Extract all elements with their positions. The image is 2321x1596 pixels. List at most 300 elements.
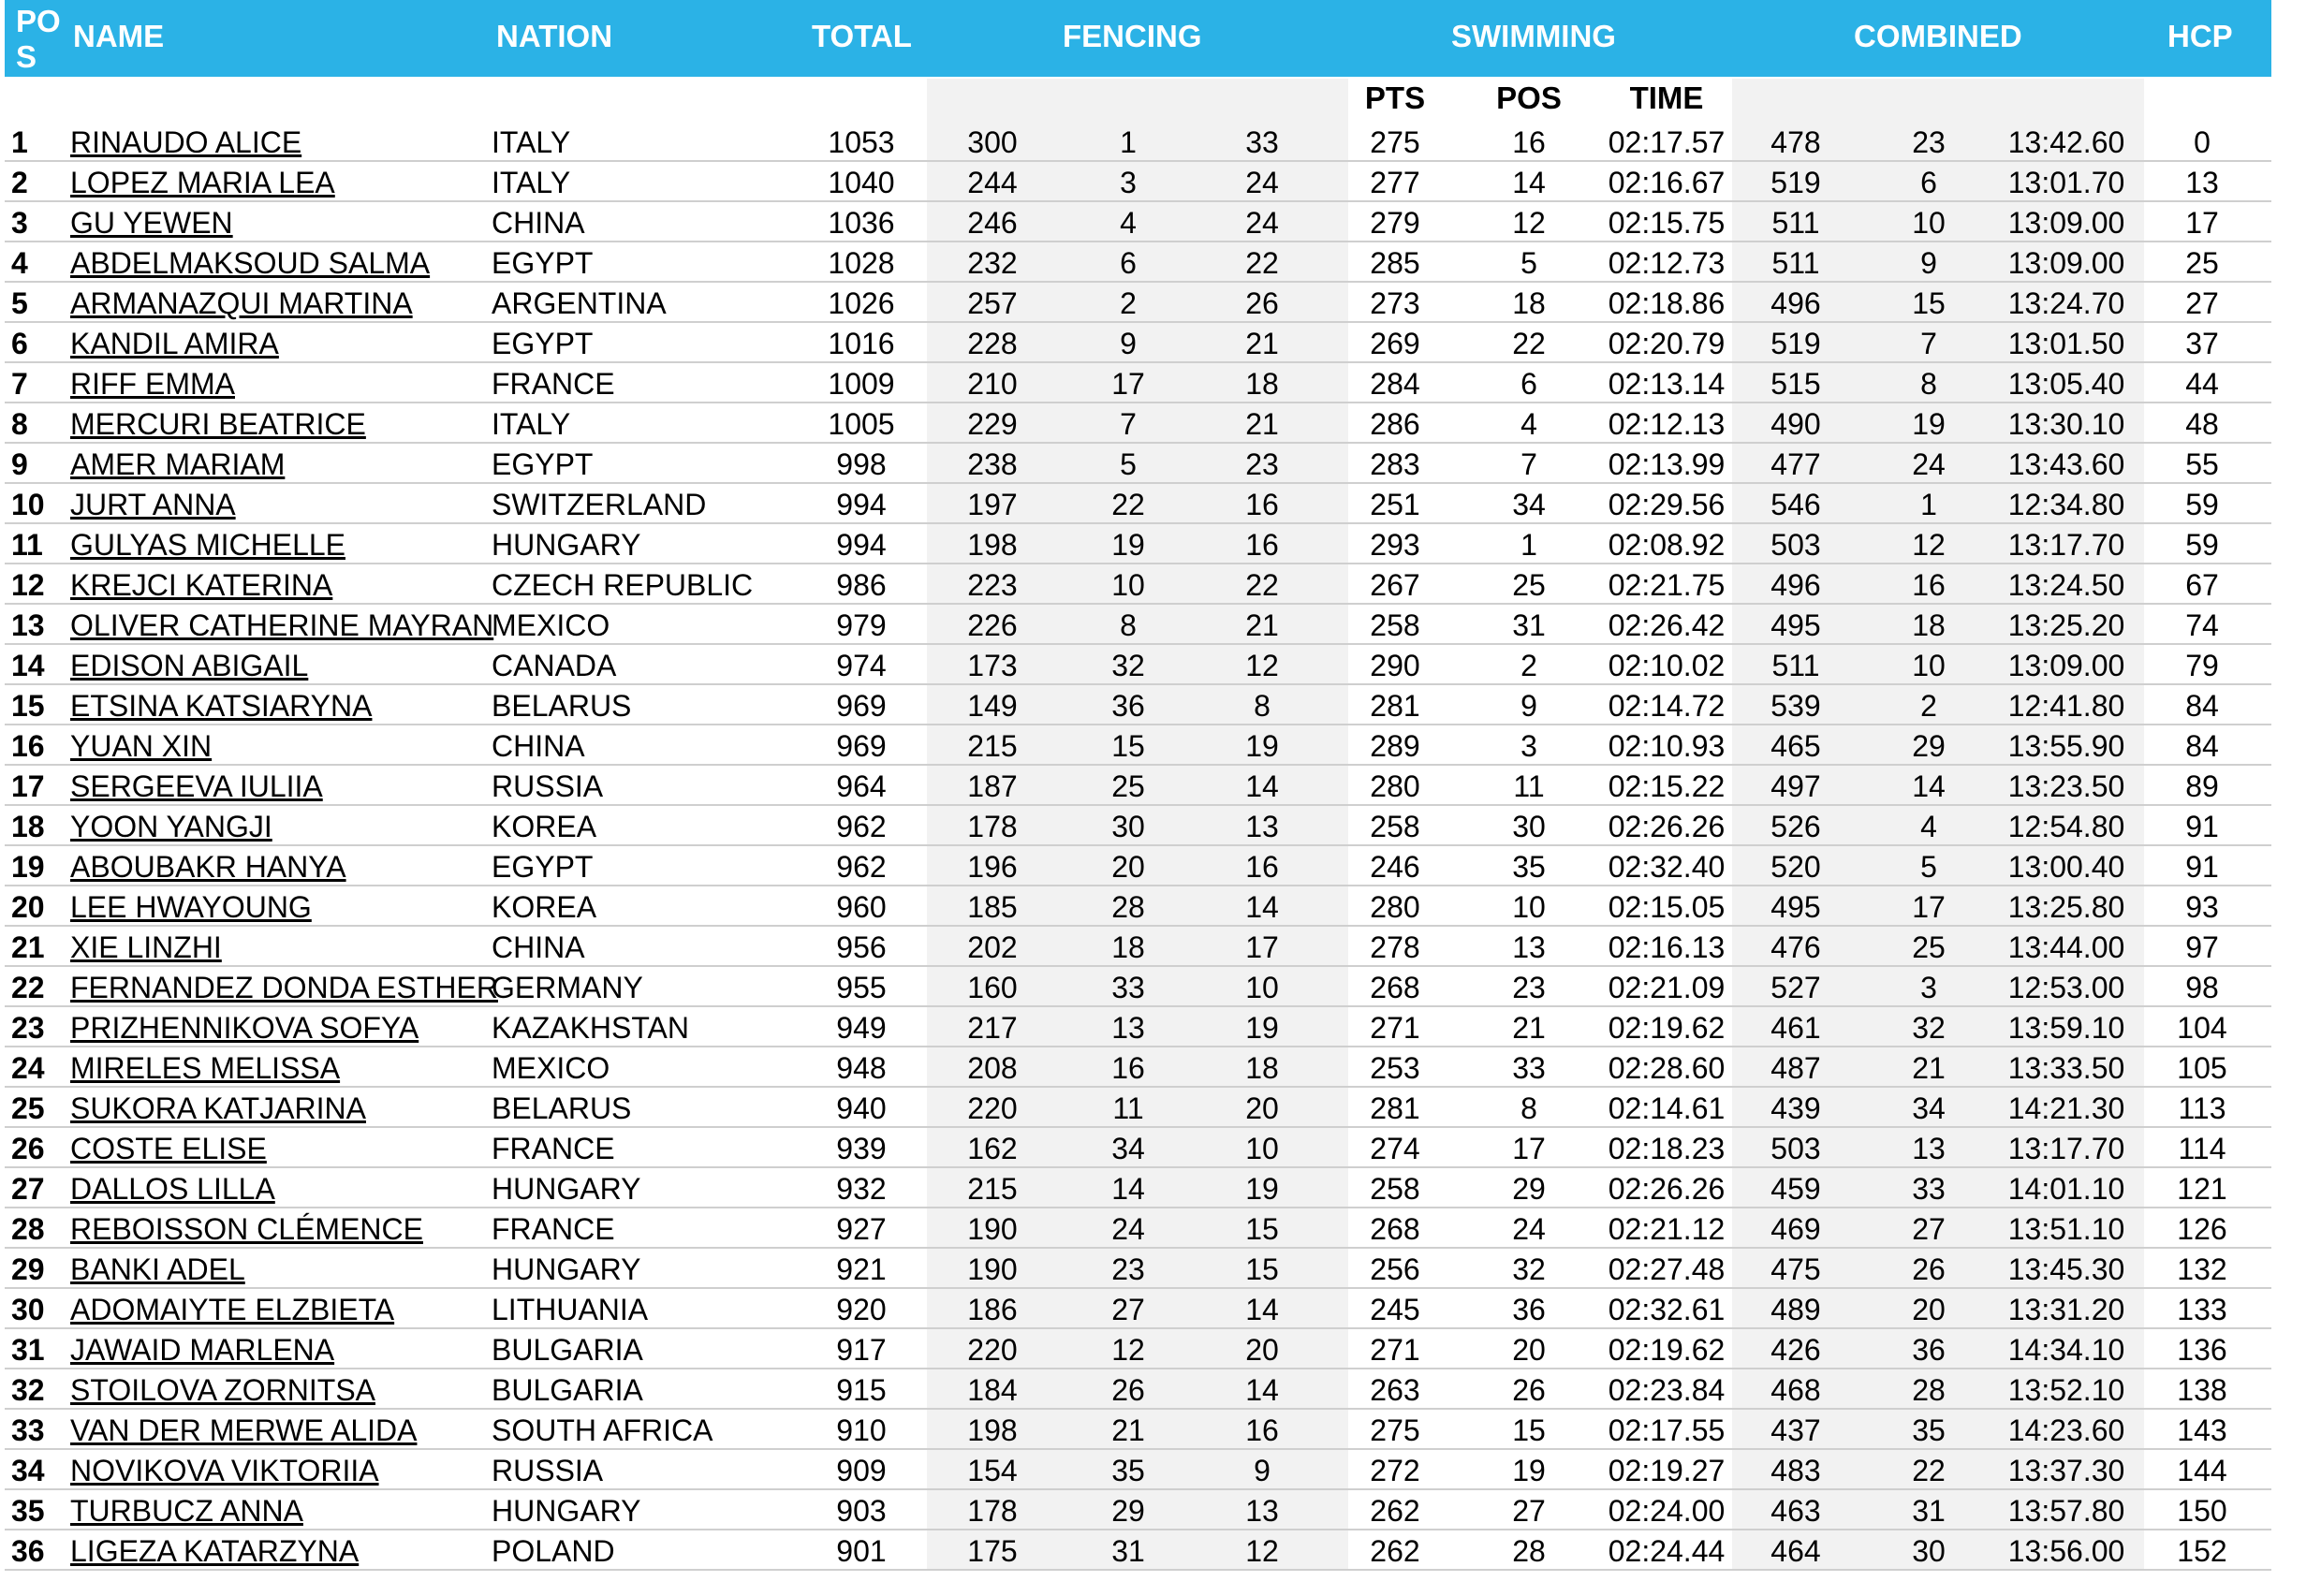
cell-c-pos: 24 xyxy=(1912,447,1946,481)
cell-c-pos: 10 xyxy=(1912,206,1946,240)
cell-name[interactable]: ARMANAZQUI MARTINA xyxy=(70,286,413,320)
cell-c-time: 13:52.10 xyxy=(2007,1373,2125,1407)
cell-c-pts: 511 xyxy=(1771,246,1820,280)
cell-f-wins: 13 xyxy=(1245,1494,1279,1528)
cell-name[interactable]: AMER MARIAM xyxy=(70,447,286,481)
cell-f-wins: 15 xyxy=(1245,1252,1279,1286)
cell-pos: 19 xyxy=(11,850,45,884)
cell-c-time: 14:01.10 xyxy=(2007,1172,2125,1206)
header-pos xyxy=(16,4,61,75)
cell-s-time: 02:16.13 xyxy=(1608,930,1726,964)
cell-hcp: 13 xyxy=(2185,166,2219,199)
cell-f-wins: 13 xyxy=(1245,810,1279,843)
cell-c-pts: 439 xyxy=(1770,1091,1821,1125)
cell-c-time: 12:53.00 xyxy=(2007,971,2125,1004)
cell-f-pos: 10 xyxy=(1111,568,1145,602)
cell-c-pts: 503 xyxy=(1770,1132,1821,1165)
cell-f-pos: 3 xyxy=(1120,166,1137,199)
cell-c-pos: 14 xyxy=(1912,769,1946,803)
cell-s-pos: 24 xyxy=(1512,1212,1546,1246)
cell-hcp: 150 xyxy=(2177,1494,2227,1528)
cell-pos: 11 xyxy=(11,528,43,562)
cell-f-pos: 15 xyxy=(1111,729,1145,763)
header-combined: COMBINED xyxy=(1854,19,2022,53)
cell-c-pos: 36 xyxy=(1912,1333,1946,1367)
cell-name[interactable]: YUAN XIN xyxy=(70,729,213,763)
cell-total: 903 xyxy=(836,1494,887,1528)
cell-hcp: 79 xyxy=(2185,649,2219,682)
cell-name[interactable]: VAN DER MERWE ALIDA xyxy=(70,1413,418,1447)
cell-s-pos: 10 xyxy=(1512,890,1546,924)
cell-pos: 34 xyxy=(11,1454,45,1487)
cell-c-pos: 5 xyxy=(1920,850,1937,884)
cell-total: 917 xyxy=(836,1333,887,1367)
cell-f-pos: 36 xyxy=(1111,689,1145,723)
cell-s-time: 02:18.86 xyxy=(1608,286,1726,320)
cell-name[interactable]: LOPEZ MARIA LEA xyxy=(70,166,335,199)
cell-name[interactable]: ADOMAIYTE ELZBIETA xyxy=(70,1293,395,1326)
cell-f-pts: 198 xyxy=(967,1413,1018,1447)
cell-f-pts: 187 xyxy=(967,769,1018,803)
cell-f-pts: 178 xyxy=(967,810,1018,843)
cell-s-pts: 245 xyxy=(1370,1293,1420,1326)
cell-s-time: 02:18.23 xyxy=(1608,1132,1726,1165)
cell-c-pts: 511 xyxy=(1771,206,1820,240)
table-row xyxy=(5,927,2271,967)
cell-nation: BULGARIA xyxy=(492,1373,643,1407)
cell-s-pts: 262 xyxy=(1370,1534,1420,1568)
cell-f-pts: 300 xyxy=(967,125,1018,159)
cell-f-pts: 202 xyxy=(967,930,1018,964)
cell-hcp: 89 xyxy=(2185,769,2219,803)
table-row xyxy=(5,1410,2271,1450)
cell-c-pos: 23 xyxy=(1912,125,1946,159)
cell-name[interactable]: EDISON ABIGAIL xyxy=(70,649,309,682)
cell-f-pts: 223 xyxy=(967,568,1018,602)
cell-f-pos: 2 xyxy=(1120,286,1137,320)
cell-c-time: 13:09.00 xyxy=(2007,649,2125,682)
cell-total: 986 xyxy=(836,568,887,602)
cell-name[interactable]: LIGEZA KATARZYNA xyxy=(70,1534,360,1568)
cell-s-time: 02:21.12 xyxy=(1608,1212,1726,1246)
cell-f-wins: 26 xyxy=(1245,286,1279,320)
cell-hcp: 136 xyxy=(2177,1333,2227,1367)
cell-f-pts: 228 xyxy=(967,327,1018,360)
cell-s-pts: 283 xyxy=(1370,447,1420,481)
cell-c-pos: 15 xyxy=(1912,286,1946,320)
cell-name[interactable]: GU YEWEN xyxy=(70,206,233,240)
table-row xyxy=(5,886,2271,927)
cell-nation: MEXICO xyxy=(492,1051,610,1085)
cell-s-pts: 293 xyxy=(1370,528,1420,562)
cell-total: 932 xyxy=(836,1172,887,1206)
cell-c-time: 13:09.00 xyxy=(2007,246,2125,280)
cell-f-pts: 190 xyxy=(967,1252,1018,1286)
cell-pos: 25 xyxy=(11,1091,45,1125)
cell-f-pts: 160 xyxy=(967,971,1018,1004)
cell-s-time: 02:15.22 xyxy=(1608,769,1726,803)
cell-nation: MEXICO xyxy=(492,608,610,642)
cell-name[interactable]: JAWAID MARLENA xyxy=(70,1333,335,1367)
cell-s-pos: 26 xyxy=(1512,1373,1546,1407)
row-separator xyxy=(5,1569,2271,1571)
cell-c-pts: 519 xyxy=(1770,166,1821,199)
cell-nation: ITALY xyxy=(492,407,571,441)
cell-nation: EGYPT xyxy=(492,850,594,884)
cell-nation: KOREA xyxy=(492,890,597,924)
cell-pos: 33 xyxy=(11,1413,45,1447)
cell-name[interactable]: PRIZHENNIKOVA SOFYA xyxy=(70,1011,419,1045)
subheader-swimming-pts: PTS xyxy=(1364,81,1426,115)
cell-s-time: 02:28.60 xyxy=(1608,1051,1726,1085)
cell-s-pts: 256 xyxy=(1370,1252,1420,1286)
cell-s-time: 02:14.61 xyxy=(1608,1091,1726,1125)
cell-pos: 27 xyxy=(11,1172,45,1206)
cell-hcp: 74 xyxy=(2185,608,2219,642)
table-row xyxy=(5,1047,2271,1088)
cell-c-time: 14:21.30 xyxy=(2007,1091,2125,1125)
cell-f-pos: 22 xyxy=(1111,488,1145,521)
cell-f-wins: 10 xyxy=(1245,1132,1279,1165)
cell-c-pts: 515 xyxy=(1770,367,1821,401)
cell-f-pts: 220 xyxy=(967,1333,1018,1367)
cell-c-pts: 465 xyxy=(1770,729,1821,763)
cell-f-pos: 29 xyxy=(1111,1494,1145,1528)
cell-total: 956 xyxy=(836,930,887,964)
table-row xyxy=(5,484,2271,524)
cell-c-pos: 35 xyxy=(1912,1413,1946,1447)
cell-hcp: 25 xyxy=(2185,246,2219,280)
cell-s-pos: 3 xyxy=(1520,729,1537,763)
cell-c-time: 13:01.50 xyxy=(2007,327,2125,360)
cell-total: 927 xyxy=(836,1212,887,1246)
cell-nation: EGYPT xyxy=(492,327,594,360)
cell-nation: ITALY xyxy=(492,125,571,159)
cell-c-pts: 527 xyxy=(1770,971,1821,1004)
cell-pos: 15 xyxy=(11,689,45,723)
cell-name[interactable]: NOVIKOVA VIKTORIIA xyxy=(70,1454,379,1487)
cell-f-pts: 229 xyxy=(967,407,1018,441)
cell-s-time: 02:13.99 xyxy=(1608,447,1726,481)
cell-f-pos: 26 xyxy=(1111,1373,1145,1407)
cell-total: 910 xyxy=(836,1413,887,1447)
cell-c-time: 13:00.40 xyxy=(2007,850,2125,884)
table-header-bar xyxy=(5,0,2271,77)
cell-name[interactable]: OLIVER CATHERINE MAYRAN xyxy=(70,608,494,642)
cell-c-pts: 526 xyxy=(1770,810,1821,843)
cell-s-pos: 22 xyxy=(1512,327,1546,360)
cell-nation: CZECH REPUBLIC xyxy=(492,568,754,602)
cell-f-pts: 217 xyxy=(967,1011,1018,1045)
cell-f-wins: 19 xyxy=(1245,1172,1279,1206)
cell-nation: FRANCE xyxy=(492,1132,615,1165)
cell-f-pts: 238 xyxy=(967,447,1018,481)
table-row xyxy=(5,564,2271,605)
table-row xyxy=(5,1088,2271,1128)
cell-s-pos: 7 xyxy=(1520,447,1537,481)
cell-c-time: 13:17.70 xyxy=(2007,528,2125,562)
cell-s-time: 02:19.62 xyxy=(1608,1011,1726,1045)
cell-s-pos: 11 xyxy=(1513,769,1545,803)
cell-f-wins: 18 xyxy=(1245,367,1279,401)
cell-s-pos: 4 xyxy=(1520,407,1537,441)
cell-pos: 8 xyxy=(11,407,28,441)
cell-name[interactable]: STOILOVA ZORNITSA xyxy=(70,1373,375,1407)
cell-s-pts: 280 xyxy=(1370,890,1420,924)
cell-nation: RUSSIA xyxy=(492,769,604,803)
cell-s-pts: 268 xyxy=(1370,971,1420,1004)
table-row xyxy=(5,605,2271,645)
cell-f-pos: 11 xyxy=(1112,1091,1144,1125)
cell-c-time: 13:33.50 xyxy=(2007,1051,2125,1085)
cell-nation: LITHUANIA xyxy=(492,1293,649,1326)
cell-c-pts: 426 xyxy=(1770,1333,1821,1367)
cell-s-pts: 290 xyxy=(1370,649,1420,682)
cell-c-pos: 33 xyxy=(1912,1172,1946,1206)
cell-s-time: 02:26.26 xyxy=(1608,1172,1726,1206)
cell-f-wins: 20 xyxy=(1245,1333,1279,1367)
table-row xyxy=(5,766,2271,806)
cell-name[interactable]: JURT ANNA xyxy=(70,488,236,521)
cell-name[interactable]: SUKORA KATJARINA xyxy=(70,1091,366,1125)
cell-name[interactable]: XIE LINZHI xyxy=(70,930,222,964)
cell-s-pts: 251 xyxy=(1370,488,1420,521)
cell-s-pos: 36 xyxy=(1512,1293,1546,1326)
cell-f-pts: 175 xyxy=(967,1534,1018,1568)
cell-nation: RUSSIA xyxy=(492,1454,604,1487)
cell-f-wins: 9 xyxy=(1254,1454,1271,1487)
cell-name[interactable]: ABOUBAKR HANYA xyxy=(70,850,346,884)
cell-c-pos: 29 xyxy=(1912,729,1946,763)
cell-c-time: 12:41.80 xyxy=(2007,689,2125,723)
cell-s-pts: 281 xyxy=(1370,689,1420,723)
cell-c-pos: 34 xyxy=(1912,1091,1946,1125)
cell-s-time: 02:15.05 xyxy=(1608,890,1726,924)
cell-pos: 23 xyxy=(11,1011,45,1045)
table-row xyxy=(5,1208,2271,1249)
cell-hcp: 59 xyxy=(2185,528,2219,562)
cell-c-pts: 511 xyxy=(1771,649,1820,682)
cell-hcp: 104 xyxy=(2177,1011,2227,1045)
cell-nation: KOREA xyxy=(492,810,597,843)
cell-name[interactable]: GULYAS MICHELLE xyxy=(70,528,346,562)
cell-pos: 6 xyxy=(11,327,28,360)
cell-f-pos: 34 xyxy=(1111,1132,1145,1165)
cell-name[interactable]: TURBUCZ ANNA xyxy=(70,1494,303,1528)
cell-hcp: 138 xyxy=(2177,1373,2227,1407)
cell-c-time: 13:45.30 xyxy=(2007,1252,2125,1286)
cell-total: 1040 xyxy=(828,166,895,199)
cell-name[interactable]: COSTE ELISE xyxy=(70,1132,267,1165)
cell-total: 921 xyxy=(836,1252,887,1286)
cell-s-time: 02:32.61 xyxy=(1608,1293,1726,1326)
cell-s-pts: 273 xyxy=(1370,286,1420,320)
cell-c-pos: 13 xyxy=(1912,1132,1946,1165)
cell-c-pos: 1 xyxy=(1920,488,1937,521)
cell-hcp: 144 xyxy=(2177,1454,2227,1487)
cell-name[interactable]: BANKI ADEL xyxy=(70,1252,245,1286)
table-row xyxy=(5,363,2271,403)
cell-s-pos: 31 xyxy=(1512,608,1546,642)
cell-c-pos: 25 xyxy=(1912,930,1946,964)
header-total: TOTAL xyxy=(812,19,912,53)
cell-c-pts: 495 xyxy=(1770,890,1821,924)
cell-total: 909 xyxy=(836,1454,887,1487)
cell-c-time: 13:23.50 xyxy=(2007,769,2125,803)
cell-f-wins: 16 xyxy=(1245,850,1279,884)
cell-name[interactable]: ABDELMAKSOUD SALMA xyxy=(70,246,431,280)
cell-pos: 30 xyxy=(11,1293,45,1326)
cell-c-pts: 497 xyxy=(1770,769,1821,803)
cell-s-pos: 32 xyxy=(1512,1252,1546,1286)
cell-c-pos: 27 xyxy=(1912,1212,1946,1246)
table-row xyxy=(5,323,2271,363)
cell-f-pos: 19 xyxy=(1111,528,1145,562)
cell-hcp: 93 xyxy=(2185,890,2219,924)
cell-name[interactable]: RIFF EMMA xyxy=(70,367,235,401)
cell-c-pts: 476 xyxy=(1770,930,1821,964)
cell-hcp: 98 xyxy=(2185,971,2219,1004)
cell-name[interactable]: DALLOS LILLA xyxy=(70,1172,275,1206)
cell-name[interactable]: FERNANDEZ DONDA ESTHER xyxy=(70,971,498,1004)
cell-s-pts: 262 xyxy=(1370,1494,1420,1528)
cell-c-pts: 539 xyxy=(1770,689,1821,723)
cell-pos: 10 xyxy=(11,488,45,521)
table-row xyxy=(5,1249,2271,1289)
cell-name[interactable]: RINAUDO ALICE xyxy=(70,125,302,159)
cell-s-pts: 253 xyxy=(1370,1051,1420,1085)
cell-name[interactable]: MIRELES MELISSA xyxy=(70,1051,341,1085)
cell-f-pos: 23 xyxy=(1111,1252,1145,1286)
cell-c-pts: 520 xyxy=(1770,850,1821,884)
cell-c-pos: 28 xyxy=(1912,1373,1946,1407)
cell-f-pts: 190 xyxy=(967,1212,1018,1246)
cell-f-pts: 215 xyxy=(967,1172,1018,1206)
cell-name[interactable]: YOON YANGJI xyxy=(70,810,272,843)
cell-name[interactable]: KREJCI KATERINA xyxy=(70,568,333,602)
cell-f-wins: 21 xyxy=(1245,407,1279,441)
cell-hcp: 105 xyxy=(2177,1051,2227,1085)
cell-s-time: 02:08.92 xyxy=(1608,528,1726,562)
cell-c-time: 13:24.50 xyxy=(2007,568,2125,602)
cell-s-pts: 258 xyxy=(1370,810,1420,843)
table-row xyxy=(5,1490,2271,1530)
cell-f-wins: 21 xyxy=(1245,608,1279,642)
cell-pos: 18 xyxy=(11,810,45,843)
table-row xyxy=(5,1450,2271,1490)
cell-s-pts: 263 xyxy=(1370,1373,1420,1407)
cell-f-pos: 21 xyxy=(1111,1413,1145,1447)
cell-s-pts: 271 xyxy=(1370,1011,1420,1045)
cell-hcp: 27 xyxy=(2185,286,2219,320)
cell-hcp: 143 xyxy=(2177,1413,2227,1447)
cell-total: 1026 xyxy=(828,286,895,320)
cell-nation: HUNGARY xyxy=(492,1494,641,1528)
cell-c-pos: 22 xyxy=(1912,1454,1946,1487)
cell-c-pos: 9 xyxy=(1920,246,1937,280)
table-row xyxy=(5,806,2271,846)
cell-f-wins: 24 xyxy=(1245,166,1279,199)
cell-s-time: 02:19.27 xyxy=(1608,1454,1726,1487)
cell-s-pos: 27 xyxy=(1512,1494,1546,1528)
cell-f-pts: 208 xyxy=(967,1051,1018,1085)
cell-s-pos: 17 xyxy=(1512,1132,1546,1165)
cell-f-pts: 196 xyxy=(967,850,1018,884)
cell-c-pts: 503 xyxy=(1770,528,1821,562)
cell-nation: BELARUS xyxy=(492,689,632,723)
cell-c-pts: 546 xyxy=(1770,488,1821,521)
cell-name[interactable]: SERGEEVA IULIIA xyxy=(70,769,323,803)
cell-s-pts: 280 xyxy=(1370,769,1420,803)
cell-name[interactable]: ETSINA KATSIARYNA xyxy=(70,689,373,723)
table-row xyxy=(5,1168,2271,1208)
cell-f-pos: 32 xyxy=(1111,649,1145,682)
cell-f-pos: 20 xyxy=(1111,850,1145,884)
cell-pos: 20 xyxy=(11,890,45,924)
table-row xyxy=(5,283,2271,323)
cell-s-time: 02:14.72 xyxy=(1608,689,1726,723)
cell-pos: 2 xyxy=(11,166,28,199)
cell-pos: 3 xyxy=(11,206,28,240)
cell-name[interactable]: MERCURI BEATRICE xyxy=(70,407,366,441)
header-pos-line1: PO xyxy=(16,4,61,38)
cell-s-pts: 274 xyxy=(1370,1132,1420,1165)
cell-hcp: 67 xyxy=(2185,568,2219,602)
cell-total: 994 xyxy=(836,528,887,562)
cell-c-time: 13:55.90 xyxy=(2007,729,2125,763)
cell-hcp: 0 xyxy=(2194,125,2211,159)
cell-f-wins: 12 xyxy=(1245,1534,1279,1568)
cell-s-time: 02:26.26 xyxy=(1608,810,1726,843)
cell-pos: 5 xyxy=(11,286,28,320)
cell-f-wins: 12 xyxy=(1245,649,1279,682)
cell-hcp: 97 xyxy=(2185,930,2219,964)
cell-f-wins: 22 xyxy=(1245,568,1279,602)
cell-c-pos: 6 xyxy=(1920,166,1937,199)
cell-s-time: 02:26.42 xyxy=(1608,608,1726,642)
cell-name[interactable]: KANDIL AMIRA xyxy=(70,327,279,360)
cell-f-pos: 7 xyxy=(1120,407,1137,441)
cell-c-time: 13:42.60 xyxy=(2007,125,2125,159)
cell-f-pos: 35 xyxy=(1111,1454,1145,1487)
cell-s-pos: 20 xyxy=(1512,1333,1546,1367)
cell-hcp: 91 xyxy=(2185,850,2219,884)
cell-s-pts: 286 xyxy=(1370,407,1420,441)
cell-f-wins: 22 xyxy=(1245,246,1279,280)
cell-c-pos: 18 xyxy=(1912,608,1946,642)
cell-pos: 36 xyxy=(11,1534,45,1568)
cell-hcp: 133 xyxy=(2177,1293,2227,1326)
cell-total: 1036 xyxy=(828,206,895,240)
cell-s-pos: 8 xyxy=(1520,1091,1537,1125)
cell-s-pos: 12 xyxy=(1512,206,1546,240)
table-row xyxy=(5,1369,2271,1410)
cell-pos: 21 xyxy=(11,930,45,964)
header-pos-line2: S xyxy=(16,39,37,74)
cell-f-wins: 16 xyxy=(1245,528,1279,562)
cell-c-pts: 496 xyxy=(1770,286,1821,320)
cell-s-pts: 275 xyxy=(1370,1413,1420,1447)
cell-c-time: 13:56.00 xyxy=(2007,1534,2125,1568)
cell-name[interactable]: LEE HWAYOUNG xyxy=(70,890,312,924)
cell-s-time: 02:12.73 xyxy=(1608,246,1726,280)
cell-c-pts: 464 xyxy=(1770,1534,1821,1568)
cell-s-pos: 33 xyxy=(1512,1051,1546,1085)
cell-total: 901 xyxy=(836,1534,887,1568)
cell-name[interactable]: REBOISSON CLÉMENCE xyxy=(70,1212,423,1246)
cell-c-pos: 3 xyxy=(1920,971,1937,1004)
cell-total: 974 xyxy=(836,649,887,682)
